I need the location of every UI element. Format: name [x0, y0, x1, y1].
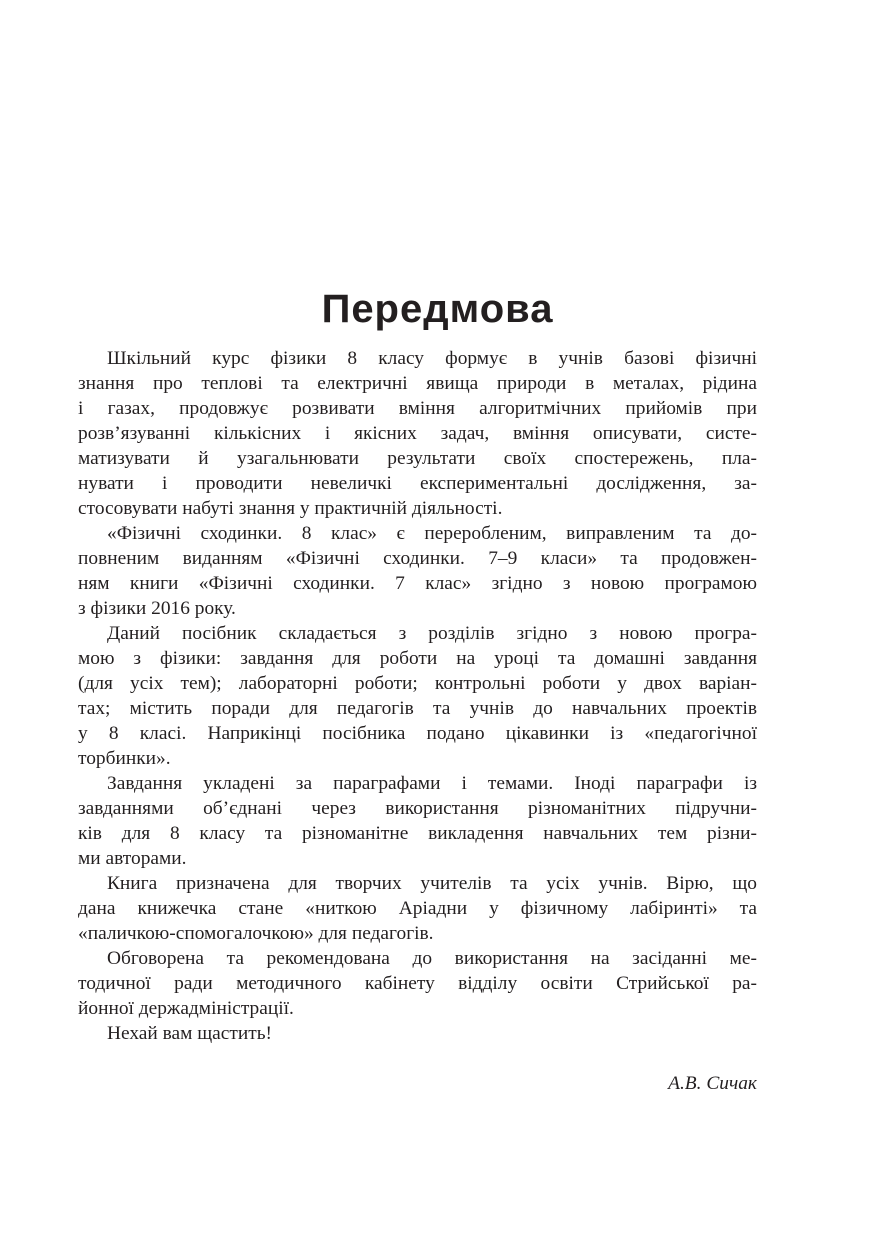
paragraph — [78, 871, 757, 946]
text-line: мою з фізики: завдання для роботи на уроці та домашні завдання — [78, 648, 757, 669]
text-line: Завдання укладені за параграфами і темами. Іноді параграфи із — [107, 773, 757, 794]
text-line: у 8 класі. Наприкінці посібника подано цікавинки із «педагогічної — [78, 723, 757, 744]
text-line: ням книги «Фізичні сходинки. 7 клас» згідно з новою програмою — [78, 573, 757, 594]
paragraph — [78, 521, 757, 621]
paragraph — [78, 621, 757, 771]
text-line: тодичної ради методичного кабінету відділу освіти Стрийської ра- — [78, 973, 757, 994]
text-line: Книга призначена для творчих учителів та усіх учнів. Вірю, що — [107, 873, 757, 894]
text-line: повненим виданням «Фізичні сходинки. 7–9 класи» та продовжен- — [78, 548, 757, 569]
text-line: Шкільний курс фізики 8 класу формує в учнів базові фізичні — [107, 348, 757, 369]
text-line: «паличкою-спомогалочкою» для педагогів. — [78, 923, 434, 944]
page-title: Передмова — [321, 287, 554, 331]
text-line: (для усіх тем); лабораторні роботи; контрольні роботи у двох варіан- — [78, 673, 757, 694]
text-line: йонної держадміністрації. — [78, 998, 294, 1019]
text-line: стосовувати набуті знання у практичній діяльності. — [78, 498, 503, 519]
text-line: Нехай вам щастить! — [107, 1023, 273, 1044]
paragraph — [78, 771, 757, 871]
author-signature: А.В. Сичак — [668, 1073, 757, 1094]
text-line: з фізики 2016 року. — [78, 598, 236, 619]
text-line: ків для 8 класу та різноманітне викладення навчальних тем різни- — [78, 823, 757, 844]
text-line: тах; містить поради для педагогів та учнів до навчальних проектів — [78, 698, 757, 719]
text-line: знання про теплові та електричні явища природи в металах, рідина — [78, 373, 757, 394]
paragraph — [78, 946, 757, 1021]
text-line: завданнями об’єднані через використання різноманітних підручни- — [78, 798, 757, 819]
text-line: Обговорена та рекомендована до використання на засіданні ме- — [107, 948, 757, 969]
text-line: торбинки». — [78, 748, 171, 769]
text-line: розв’язуванні кількісних і якісних задач, вміння описувати, систе- — [78, 423, 757, 444]
text-line: і газах, продовжує розвивати вміння алгоритмічних прийомів при — [78, 398, 757, 419]
text-line: матизувати й узагальнювати результати своїх спостережень, пла- — [78, 448, 757, 469]
text-line: Даний посібник складається з розділів згідно з новою програ- — [107, 623, 757, 644]
text-line: нувати і проводити невеличкі експериментальні дослідження, за- — [78, 473, 757, 494]
text-line: ми авторами. — [78, 848, 187, 869]
text-line: «Фізичні сходинки. 8 клас» є переробленим, виправленим та до- — [107, 523, 757, 544]
text-line: дана книжечка стане «ниткою Аріадни у фізичному лабіринті» та — [78, 898, 757, 919]
document-body — [78, 346, 757, 1046]
paragraph — [78, 346, 757, 521]
paragraph — [78, 1021, 757, 1046]
